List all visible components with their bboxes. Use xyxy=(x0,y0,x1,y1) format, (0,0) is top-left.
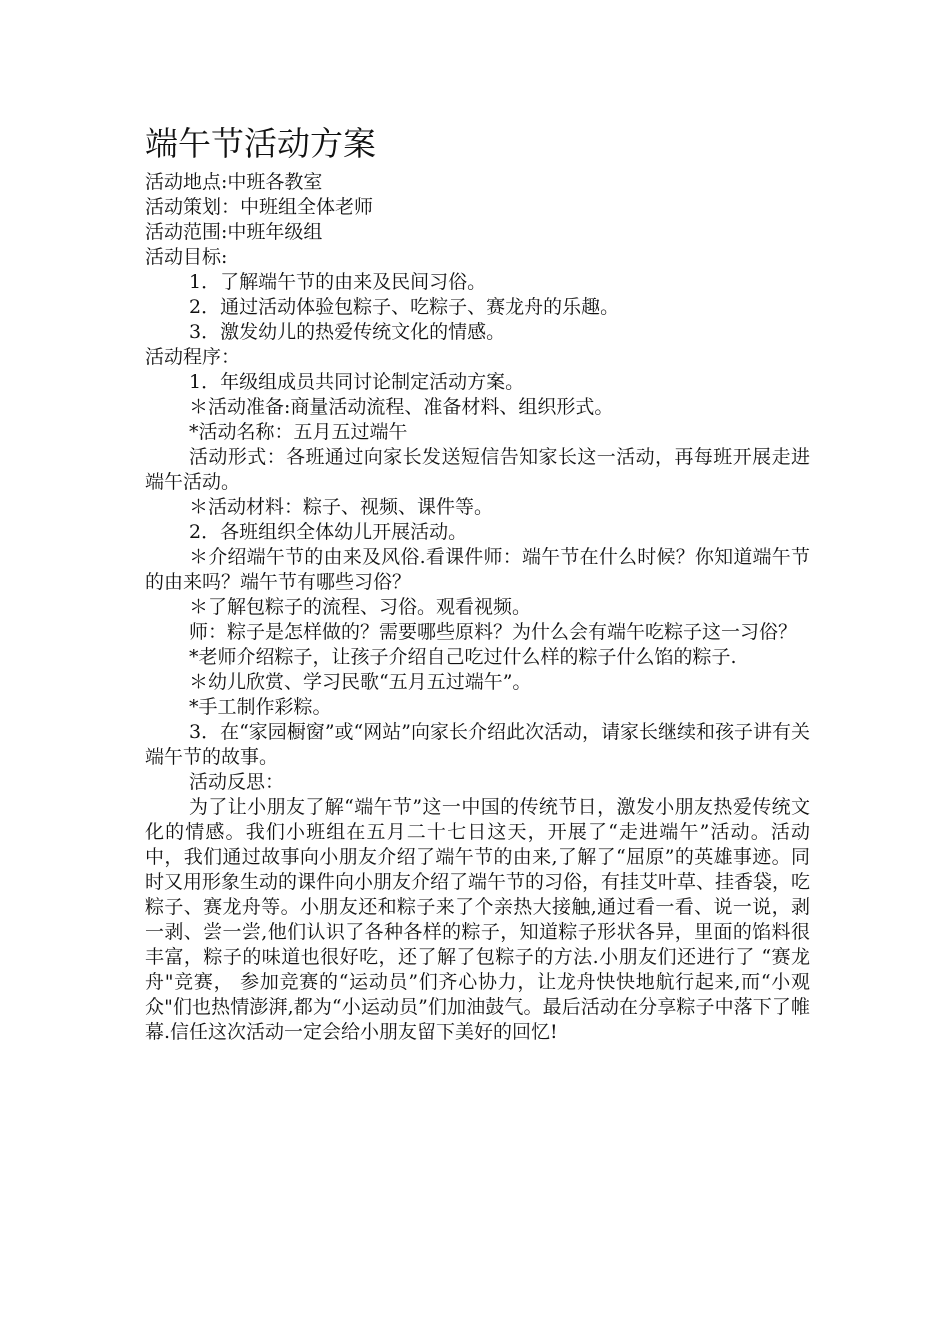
procedure-item: 3．在“家园橱窗”或“网站”向家长介绍此次活动，请家长继续和孩子讲有关端午节的故事。 xyxy=(145,721,810,768)
procedure-item: 2．各班组织全体幼儿开展活动。 xyxy=(189,521,468,543)
procedure-item: ＊活动准备:商量活动流程、准备材料、组织形式。 xyxy=(189,396,614,418)
procedure-item: *手工制作彩粽。 xyxy=(189,696,332,718)
meta-location: 活动地点:中班各教室 xyxy=(145,171,323,193)
procedure-item: ＊幼儿欣赏、学习民歌“五月五过端午”。 xyxy=(189,671,532,693)
procedure-item: ＊介绍端午节的由来及风俗.看课件师：端午节在什么时候？你知道端午节的由来吗？端午节有哪些习俗？ xyxy=(145,546,810,593)
procedure-item: 活动形式：各班通过向家长发送短信告知家长这一活动，再每班开展走进端午活动。 xyxy=(145,446,810,493)
meta-planner: 活动策划：中班组全体老师 xyxy=(145,196,374,218)
procedure-item: 1．年级组成员共同讨论制定活动方案。 xyxy=(189,371,525,393)
reflection-heading: 活动反思： xyxy=(189,771,285,793)
reflection-body: 为了让小朋友了解“端午节”这一中国的传统节日，激发小朋友热爱传统文化的情感。我们小班组在五月二十七日这天，开展了“走进端午”活动。活动中，我们通过故事向小朋友介绍了端午节的由来,了解了“屈原”的英雄事迹。同时又用形象生动的课件向小朋友介绍了端午节的习俗，有挂艾叶草、挂香袋，吃粽子、赛龙舟等。小朋友还和粽子来了个亲热大接触,通过看一看、说一说，剥一剥、尝一尝,他们认识了各种各样的粽子，知道粽子形状各异，里面的馅料很丰富，粽子的味道也很好吃，还了解了包粽子的方法.小朋友们还进行了 “赛龙舟"竞赛， 参加竞赛的“运动员”们齐心协力，让龙舟快快地航行起来,而“小观众"们也热情澎湃,都为“小运动员”们加油鼓气。最后活动在分享粽子中落下了帷幕.信任这次活动一定会给小朋友留下美好的回忆! xyxy=(145,796,811,1043)
meta-scope: 活动范围:中班年级组 xyxy=(145,221,323,243)
procedure-item: ＊活动材料：粽子、视频、课件等。 xyxy=(189,496,494,518)
procedure-item: *老师介绍粽子，让孩子介绍自己吃过什么样的粽子什么馅的粽子. xyxy=(189,646,737,668)
procedure-item: ＊了解包粽子的流程、习俗。观看视频。 xyxy=(189,596,532,618)
procedure-item: 师：粽子是怎样做的？需要哪些原料？为什么会有端午吃粽子这一习俗？ xyxy=(189,621,798,643)
procedure-heading: 活动程序： xyxy=(145,346,241,368)
goal-item: 2．通过活动体验包粽子、吃粽子、赛龙舟的乐趣。 xyxy=(189,296,620,318)
goal-item: 3．激发幼儿的热爱传统文化的情感。 xyxy=(189,321,506,343)
goal-item: 1．了解端午节的由来及民间习俗。 xyxy=(189,271,487,293)
meta-goals-heading: 活动目标: xyxy=(145,246,228,268)
document-page xyxy=(145,124,810,1045)
document-title: 端午节活动方案 xyxy=(145,124,376,163)
procedure-item: *活动名称：五月五过端午 xyxy=(189,421,408,443)
